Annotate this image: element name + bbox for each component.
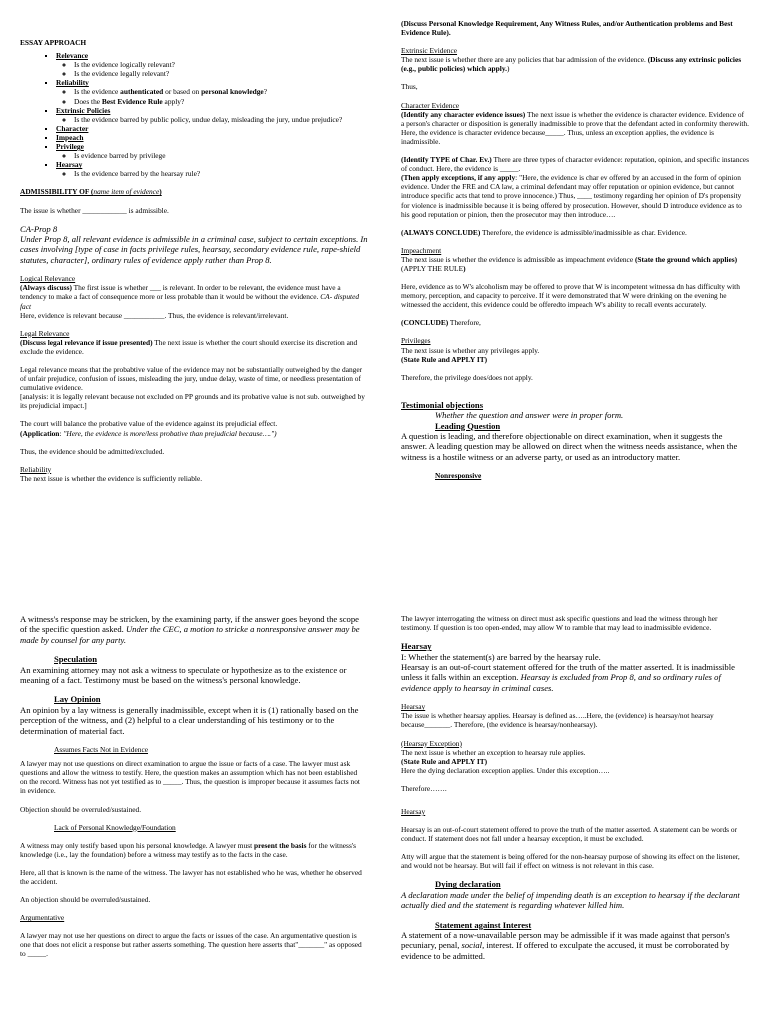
- outline-subitem: ◦ Is the evidence barred by the hearsay rule?: [74, 169, 368, 178]
- privileges-text: The next issue is whether any privileges apply.: [401, 345, 540, 355]
- hearsay2-heading: Hearsay: [401, 702, 426, 712]
- outline-character: Character: [56, 123, 89, 133]
- legal-relevance-definition: Legal relevance means that the probabtive value of the evidence may not be substantially outweighed by the danger of unfair prejudice, confusion of issues, misleading the jury, undue delay, waste of time, or needless presentation of cumulative evidence.: [20, 364, 363, 393]
- outline-impeach: Impeach: [56, 132, 84, 142]
- lack-foundation-text: A witness may only testify based upon his personal knowledge. A lawyer must present the basis for the witness's knowledge (i.e., lay the foundation) before a witness may testify as to the facts in the case.: [20, 840, 357, 859]
- character-type-text: (Identify TYPE of Char. Ev.) There are three types of character evidence: reputation, opinion, and specific instances of conduct. Here, the evidence is _____.: [401, 155, 749, 174]
- statement-against-interest-heading: Statement against Interest: [435, 919, 532, 930]
- bottom-right-column: [401, 614, 747, 961]
- outline-privilege: Privilege: [56, 142, 84, 152]
- lay-opinion-text: An opinion by a lay witness is generally inadmissible, except when it is (1) rationally based on the perception of the witness, and (2) helpful to a clear understanding of his testimony or to the determination of material fact.: [20, 704, 359, 736]
- thus-admitted-text: Thus, the evidence should be admitted/excluded.: [20, 446, 165, 456]
- assumes-facts-heading: Assumes Facts Not in Evidence: [54, 745, 149, 755]
- top-right-column: [401, 19, 749, 480]
- issue-line: The issue is whether ____________ is admissible.: [20, 205, 169, 215]
- hearsay2-text: The issue is whether hearsay applies. Hearsay is defined as…..Here, the (evidence) is hearsay/not hearsay because_______. Therefore, (the evidence is hearsay/nonhearsay).: [401, 711, 714, 730]
- hearsay-heading: Hearsay: [401, 641, 432, 652]
- impeachment-example: Here, evidence as to W's alcoholism may be offered to prove that W is incompetent witnessa dn has difficulty with memory, perception, and capacity to perceive. If it were demonstrated that W were drinking on the evening he witnessed the accident, this evidence could be offeredto impeach W's ability to recall events accurately.: [401, 282, 740, 310]
- essay-outline: [56, 51, 368, 178]
- lawyer-direct-text: The lawyer interrogating the witness on direct must ask specific questions and lead the witness through her testimony. If question is too open-ended, may allow W to ramble that may lead to inadmissible evidence.: [401, 614, 718, 633]
- outline-item: [56, 124, 368, 133]
- outline-reliability: Reliability: [56, 78, 89, 88]
- intro-instructions: (Discuss Personal Knowledge Requirement, Any Witness Rules, and/or Authentication problems and Best Evidence Rule).: [401, 19, 733, 38]
- application-text: (Application: "Here, the evidence is more/less probative than prejudicial because…."): [20, 428, 277, 438]
- argumentative-text: A lawyer may not use her questions on direct to argue the facts or issues of the case. An argumentative question is one that does not elicit a response but rather asserts something. The question here asserts that"_______" as opposed to _____.: [20, 931, 362, 959]
- testimonial-objections-heading: Testimonial objections: [401, 399, 484, 410]
- outline-subitem: ◦ Is the evidence legally relevant?: [74, 69, 368, 78]
- conclude-text: (CONCLUDE) Therefore,: [401, 318, 481, 328]
- outline-item: [56, 133, 368, 142]
- nonresponsive-stricken-text: A witness's response may be stricken, by the examining party, if the answer goes beyond the scope of the specific question asked. Under the CEC, a motion to stricke a nonresponsive answer may be made by counsel for any party.: [20, 614, 360, 645]
- hearsay-exception-here: Here the dying declaration exception applies. Under this exception…..: [401, 765, 610, 775]
- leading-question-heading: Leading Question: [435, 420, 501, 431]
- legal-relevance-analysis: [analysis: it is legally relevant because not excluded on PP grounds and its probative value is not sub. outweighed by its prejudicial impact.]: [20, 392, 365, 411]
- outline-item: [56, 160, 368, 178]
- legal-relevance-text: (Discuss legal relevance if issue presented) The next issue is whether the court should exercise its discretion and exclude the evidence.: [20, 337, 358, 356]
- privileges-rule: (State Rule and APPLY IT): [401, 354, 488, 364]
- argumentative-heading: Argumentative: [20, 913, 65, 923]
- court-balance-text: The court will balance the probative value of the evidence against its prejudicial effect.: [20, 419, 278, 429]
- character-exceptions-text: (Then apply exceptions, if any apply: "Here, the evidence is char ev offered by an accused in the form of opinion evidence. Under the FRE and CA law, a criminal defendant may offer reputation or opinion evidence, but cannot introduce specific acts that tend to prove innocence.) Thus, ____ testimony regarding her opinion of D's propensity for violence is inadmissible because it is being offered by prosecution. However, should D introduce evidence as to his good reputation or pinion, then the prosecutor may then introduce….: [401, 173, 742, 219]
- assumes-facts-text: A lawyer may not use questions on direct examination to argue the issue or facts of a case. The lawyer must ask questions and allow the witness to testify. Here, the question makes an assumption which has not been established on the record. Witness has not yet testified as to _____. Thus, the question is improper because it assumes facts not in evidence.: [20, 759, 360, 796]
- impeachment-text: The next issue is whether the evidence is admissible as impeachment evidence (State the ground which applies) (APPLY THE RULE): [401, 254, 738, 273]
- thus-text: Thus,: [401, 82, 418, 92]
- outline-hearsay: Hearsay: [56, 160, 83, 170]
- hearsay-exception-heading: (Hearsay Exception): [401, 738, 462, 748]
- outline-item: [56, 51, 368, 78]
- hearsay-exception-rule: (State Rule and APPLY IT): [401, 756, 488, 766]
- speculation-heading: Speculation: [54, 654, 97, 665]
- outline-subitem: ◦ Does the Best Evidence Rule apply?: [74, 97, 368, 106]
- speculation-text: An examining attorney may not ask a witness to speculate or hypothesize as to the existence or meaning of a fact. Testimony must be based on the witness's personal knowledge.: [20, 664, 347, 686]
- character-evidence-text: (Identify any character evidence issues) The next issue is whether the evidence is character evidence. Evidence of a person's character or disposition is generally inadmissible to prove that the defendant acted in conformity therewith. Here, the evidence is character evidence because_____. Thus, unless an exception applies, the evidence is inadmissible.: [401, 109, 749, 146]
- privileges-heading: Privileges: [401, 336, 431, 346]
- nonresponsive-heading: Nonresponsive: [435, 471, 482, 481]
- extrinsic-evidence-heading: Extrinsic Evidence: [401, 46, 458, 56]
- essay-approach-heading: ESSAY APPROACH: [20, 38, 87, 47]
- top-left-column: [20, 38, 368, 483]
- character-evidence-heading: Character Evidence: [401, 100, 460, 110]
- ca-prop8-text: Under Prop 8, all relevant evidence is admissible in a criminal case, subject to certain exceptions. In cases involving [type of case in facts privilege rules, hearsay, secondary evidence rule, rape-shield statutes, character], ordinary rules of evidence apply rather than Prop 8.: [20, 234, 368, 265]
- lack-foundation-heading: Lack of Personal Knowledge/Foundation: [54, 822, 176, 832]
- here-text: Here, all that is known is the name of the witness. The lawyer has not established who he was, whether he observed the accident.: [20, 867, 362, 886]
- lay-opinion-heading: Lay Opinion: [54, 694, 101, 705]
- bottom-left-column: [20, 614, 366, 959]
- outline-relevance: Relevance: [56, 51, 89, 61]
- hearsay3-definition: Hearsay is an out-of-court statement offered to prove the truth of the matter asserted. A statement can be words or conduct. If statement does not fall under a hearsay exception, it must be excluded.: [401, 825, 738, 844]
- ca-prop8-heading: CA-Prop 8: [20, 223, 58, 234]
- impeachment-heading: Impeachment: [401, 245, 442, 255]
- privileges-therefore: Therefore, the privilege does/does not apply.: [401, 372, 533, 382]
- outline-subitem: ◦ Is the evidence logically relevant?: [74, 60, 368, 69]
- dying-declaration-heading: Dying declaration: [435, 879, 501, 890]
- hearsay-exception-text: The next issue is whether an exception to hearsay rule applies.: [401, 747, 586, 757]
- legal-relevance-heading: Legal Relevance: [20, 328, 70, 338]
- outline-subitem: ◦ Is the evidence barred by public policy, undue delay, misleading the jury, undue prejudice?: [74, 115, 368, 124]
- outline-subitem: ◦ Is the evidence authenticated or based on personal knowledge?: [74, 87, 368, 96]
- dying-declaration-text: A declaration made under the belief of impending death is an exception to hearsay if the declarant actually died and the statement is regarding whatever killed him.: [401, 889, 740, 911]
- always-conclude-text: (ALWAYS CONCLUDE) Therefore, the evidence is admissible/inadmissible as char. Evidence.: [401, 227, 687, 237]
- hearsay-definition: Hearsay is an out-of-court statement offered for the truth of the matter asserted. It is inadmissible unless it falls within an exception. Hearsay is excluded from Prop 8, and so ordinary rules of evidence apply to hearsay in criminal cases.: [401, 662, 735, 693]
- outline-item: [56, 142, 368, 160]
- therefore-text: Therefore…….: [401, 783, 447, 793]
- outline-subitem: ◦ Is evidence barred by privilege: [74, 151, 368, 160]
- hearsay3-argument: Atty will argue that the statement is being offered for the non-hearsay purpose of showing its effect on the listener, and would not be hearsay. But will fail if effect on witness is not relevant in this case.: [401, 852, 740, 871]
- logical-relevance-here: Here, evidence is relevant because ___________. Thus, the evidence is relevant/irrelevant.: [20, 310, 289, 320]
- outline-item: [56, 106, 368, 124]
- outline-item: [56, 78, 368, 105]
- statement-against-interest-text: A statement of a now-unavailable person may be admissible if it was made against that person's pecuniary, penal, social, interest. If offered to exculpate the accused, it must be corroborated by evidence to be admitted.: [401, 930, 730, 961]
- admissibility-heading: ADMISSIBILITY OF (name item of evidence): [20, 187, 162, 197]
- reliability-text: The next issue is whether the evidence is sufficiently reliable.: [20, 473, 203, 483]
- logical-relevance-heading: Logical Relevance: [20, 274, 76, 284]
- testimonial-objections-subtitle: Whether the question and answer were in proper form.: [435, 410, 624, 421]
- reliability-heading: Reliability: [20, 464, 52, 474]
- leading-question-text: A question is leading, and therefore objectionable on direct examination, when it suggests the answer. A leading question may be allowed on direct when the witness needs assistance, when the witness is a hostile witness or an adverse party, or used as an introductory matter.: [401, 431, 738, 462]
- hearsay-issue: I: Whether the statement(s) are barred by the hearsay rule.: [401, 651, 601, 662]
- objection2-text: An objection should be overruled/sustained.: [20, 895, 151, 905]
- logical-relevance-text: (Always discuss) The first issue is whether ___ is relevant. In order to be relevant, the evidence must have a tendency to make a fact of consequence more or less probable than it would be without the evidence. CA- disputed fact: [20, 283, 360, 311]
- extrinsic-evidence-text: The next issue is whether there are any policies that bar admission of the evidence. (Discuss any extrinsic policies (e.g., public policies) which apply.): [401, 55, 742, 74]
- outline-extrinsic: Extrinsic Policies: [56, 105, 111, 115]
- objection-text: Objection should be overruled/sustained.: [20, 804, 142, 814]
- hearsay3-heading: Hearsay: [401, 806, 426, 816]
